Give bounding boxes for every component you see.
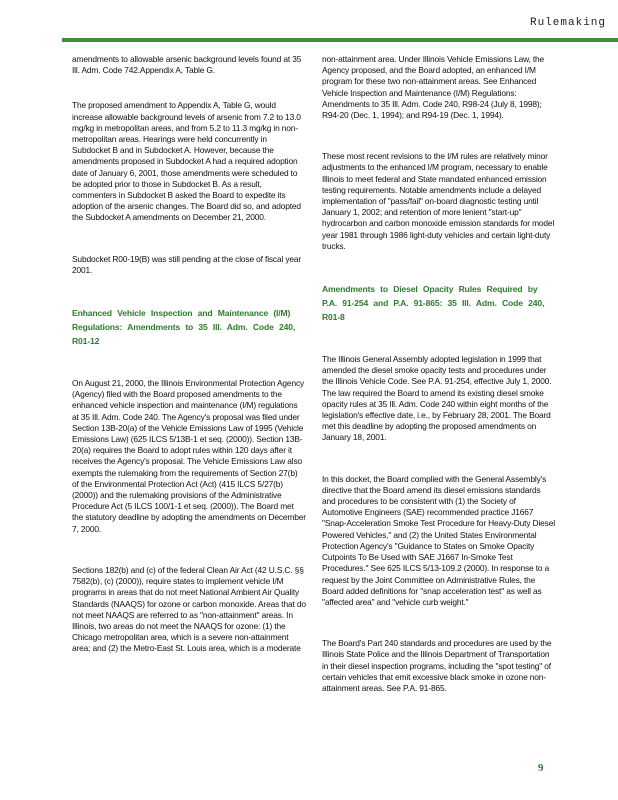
- paragraph: non-attainment area. Under Illinois Vehicle Emissions Law, the Agency proposed, and the Board adopted, an enhanced I/M program for these two non-attainment areas. See Enhanced Vehicle Inspection and Maintenance (I/M) Regulations: Amendments to 35 Ill. Adm. Code 240, R98-24 (July 8, 1998); R94-20 (Dec. 1, 1994); and R94-19 (Dec. 1, 1994).: [322, 54, 545, 121]
- paragraph: The proposed amendment to Appendix A, Table G, would increase allowable background levels of arsenic from 7.2 to 13.0 mg/kg in metropolitan areas, and from 5.2 to 11.3 mg/kg in non-metropolitan areas. Hearings were held concurrently in Subdocket B and in Subdocket A. However, because the amendments proposed in Subdocket A had a required adoption date of January 6, 2001, those amendments were scheduled to be adopted prior to those in Subdocket B. As a result, commenters in Subdocket B asked the Board to expedite its adoption of the arsenic changes. The Board did so, and adopted the Subdocket A amendments on December 21, 2000.: [72, 100, 301, 223]
- header-rule: [62, 38, 618, 42]
- right-column: [322, 54, 556, 707]
- paragraph: amendments to allowable arsenic background levels found at 35 Ill. Adm. Code 742.Appendix A, Table G.: [72, 54, 302, 76]
- paragraph: The Board's Part 240 standards and procedures are used by the Illinois State Police and the Illinois Department of Transportation in their diesel inspection programs, including the "spot testing" of certain vehicles that emit excessive black smoke in ozone non-attainment areas. See P.A. 91-865.: [322, 638, 552, 693]
- paragraph: Sections 182(b) and (c) of the federal Clean Air Act (42 U.S.C. §§ 7582(b), (c) (2000)), require states to implement vehicle I/M programs in areas that do not meet National Ambient Air Quality Standards (NAAQS) for ozone or carbon monoxide. Areas that do not meet NAAQS are referred to as "non-attainment" areas. In Illinois, two areas do not meet the NAAQS for ozone: (1) the Chicago metropolitan area, which is a severe non-attainment area; and (2) the Metro-East St. Louis area, which is a moderate: [72, 564, 306, 654]
- page-number: 9: [538, 762, 544, 774]
- paragraph: These most recent revisions to the I/M rules are relatively minor adjustments to the enhanced I/M program, necessary to enable Illinois to meet federal and State mandated enhanced emission testing requirements. Notable amendments include a delayed implementation of "pass/fail" on-board diagnostic testing until January 1, 2002; and retention of more lenient "start-up" hydrocarbon and carbon monoxide emission standards for model year 1981 through 1986 light-duty vehicles and certain light-duty trucks.: [322, 151, 555, 251]
- paragraph: On August 21, 2000, the Illinois Environmental Protection Agency (Agency) filed with the Board proposed amendments to the enhanced vehicle inspection and maintenance (I/M) regulations at 35 Ill. Adm. Code 240. The Agency's proposal was filed under Section 13B-20(a) of the Vehicle Emissions Law of 1995 (Vehicle Emissions Law) (625 ILCS 5/13B-1 et seq. (2000)). Section 13B-20(a) requires the Board to adopt rules within 120 days after it receives the Agency's proposal. The Vehicle Emissions Law also exempts the rulemaking from the requirements of Section 27(b) of the Environmental Protection Act (Act) (415 ILCS 5/27(b)(2000)) and the rulemaking provisions of the Administrative Procedure Act (5 ILCS 100/1-1 et seq. (2000)). The Board met the statutory deadline by adopting the amendments on December 7, 2000.: [72, 378, 306, 534]
- section-heading: Amendments to Diesel Opacity Rules Required by P.A. 91-254 and P.A. 91-865: 35 Ill. Adm. Code 240, R01-8: [322, 284, 545, 323]
- paragraph: In this docket, the Board complied with the General Assembly's directive that the Board amend its diesel emissions standards and procedures to be consistent with (1) the Society of Automotive Engineers (SAE) recommended practice J1667 "Snap-Acceleration Smoke Test Procedure for Heavy-Duty Diesel Powered Vehicles," and (2) the United States Environmental Protection Agency's "Guidance to States on Smoke Opacity Cutpoints To Be Used with SAE J1667 In-Smoke Test Procedures." See 625 ILCS 5/13-109.2 (2000). In response to a request by the Joint Committee on Administrative Rules, the Board added definitions for "snap acceleration test" as well as "affected area" and "vehicle curb weight.": [322, 473, 555, 607]
- section-heading: Enhanced Vehicle Inspection and Maintenance (I/M) Regulations: Amendments to 35 Ill. Adm. Code 240, R01-12: [72, 308, 296, 347]
- left-column: [72, 54, 306, 668]
- paragraph: The Illinois General Assembly adopted legislation in 1999 that amended the diesel smoke opacity tests and procedures under the Illinois Vehicle Code. See P.A. 91-254, effective July 1, 2000. The law required the Board to amend its existing diesel smoke opacity rules at 35 Ill. Adm. Code 240 within eight months of the legislation's effective date, i.e., by February 28, 2001. The Board met this deadline by adopting the proposed amendments on January 18, 2001.: [322, 354, 552, 443]
- paragraph: Subdocket R00-19(B) was still pending at the close of fiscal year 2001.: [72, 253, 302, 275]
- running-header-title: Rulemaking: [529, 17, 606, 29]
